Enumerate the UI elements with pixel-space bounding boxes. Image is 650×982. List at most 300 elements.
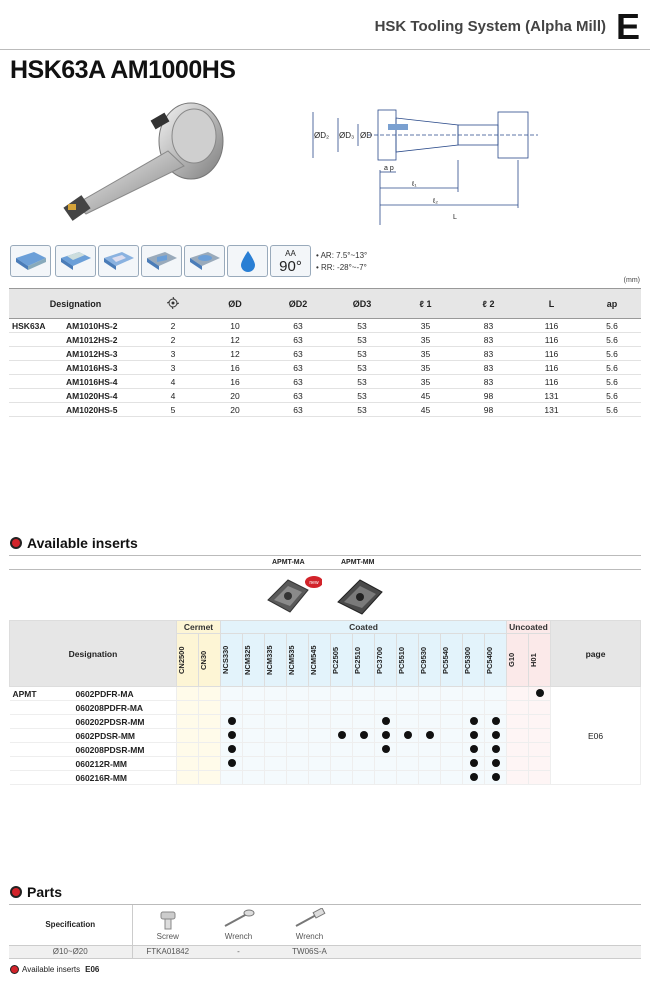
- grade-availability-cell: [485, 715, 507, 729]
- approach-angle-box: [270, 245, 311, 277]
- grade-availability-cell: [529, 701, 551, 715]
- grade-header: [331, 634, 353, 687]
- spec-value-cell: 53: [330, 403, 394, 417]
- grade-label: NCM335: [265, 645, 274, 675]
- grade-availability-cell: [331, 715, 353, 729]
- spec-value-cell: 98: [457, 403, 520, 417]
- grade-availability-cell: [397, 757, 419, 771]
- grade-label: H01: [529, 653, 538, 667]
- unit-label: (mm): [623, 277, 640, 284]
- section-bullet-icon: [10, 537, 22, 549]
- grade-availability-cell: [397, 771, 419, 785]
- grade-header: [441, 634, 463, 687]
- grade-label: PC5400: [485, 646, 494, 674]
- grade-availability-cell: [265, 687, 287, 701]
- grade-header: [287, 634, 309, 687]
- insert-designation-cell: 0602PDSR-MM: [70, 729, 177, 743]
- grade-availability-cell: [375, 687, 397, 701]
- page-header: page: [551, 621, 641, 687]
- available-dot-icon: [382, 717, 390, 725]
- grade-availability-cell: [485, 757, 507, 771]
- grade-availability-cell: [177, 729, 199, 743]
- spec-designation-cell: AM1020HS-4: [62, 389, 142, 403]
- grade-availability-cell: [485, 701, 507, 715]
- spec-value-cell: 63: [266, 361, 330, 375]
- dim-d2-label: ØD₂: [314, 131, 330, 140]
- radial-rake-note: • RR: -28°~-7°: [316, 263, 367, 272]
- uncoated-group-header: Uncoated: [507, 621, 551, 634]
- grade-availability-cell: [243, 757, 265, 771]
- grade-availability-cell: [529, 729, 551, 743]
- grade-availability-cell: [309, 701, 331, 715]
- spec-designation-cell: AM1020HS-5: [62, 403, 142, 417]
- grade-availability-cell: [199, 757, 221, 771]
- spec-value-cell: 35: [394, 347, 457, 361]
- grade-availability-cell: [331, 757, 353, 771]
- grade-availability-cell: [287, 757, 309, 771]
- inserts-section-heading: Available inserts: [10, 535, 138, 551]
- ramping-icon: [141, 245, 182, 277]
- spec-row: [9, 333, 641, 347]
- d2-header: ØD2: [266, 289, 330, 319]
- spec-value-cell: 16: [204, 375, 266, 389]
- grade-availability-cell: [177, 743, 199, 757]
- spec-value-cell: 5.6: [583, 375, 641, 389]
- grade-availability-cell: [441, 687, 463, 701]
- grade-availability-cell: [331, 743, 353, 757]
- grade-availability-cell: [419, 757, 441, 771]
- grade-availability-cell: [309, 687, 331, 701]
- grade-availability-cell: [375, 701, 397, 715]
- wrench-value-1: -: [203, 945, 274, 958]
- section-title: HSK Tooling System (Alpha Mill): [374, 18, 606, 35]
- spec-value-cell: 53: [330, 319, 394, 333]
- grade-header: [221, 634, 243, 687]
- spec-value-cell: 5: [142, 403, 204, 417]
- grade-label: PC5300: [463, 646, 472, 674]
- insert-family-cell: [10, 729, 70, 743]
- grade-label: PC3700: [375, 646, 384, 674]
- spec-value-cell: 3: [142, 361, 204, 375]
- grade-availability-cell: [507, 715, 529, 729]
- grade-header: [199, 634, 221, 687]
- grade-availability-cell: [485, 729, 507, 743]
- spec-value-cell: 53: [330, 389, 394, 403]
- spec-value-cell: 35: [394, 319, 457, 333]
- grade-header: [485, 634, 507, 687]
- grade-availability-cell: [243, 715, 265, 729]
- pocketing-icon: [184, 245, 225, 277]
- grade-availability-cell: [397, 701, 419, 715]
- l-header: L: [520, 289, 583, 319]
- spec-value-cell: 20: [204, 389, 266, 403]
- grade-availability-cell: [529, 715, 551, 729]
- grade-availability-cell: [199, 701, 221, 715]
- grade-availability-cell: [331, 771, 353, 785]
- grade-availability-cell: [199, 729, 221, 743]
- grade-label: NCS330: [221, 645, 230, 675]
- spec-value-cell: 63: [266, 347, 330, 361]
- screw-value: FTKA01842: [132, 945, 203, 958]
- flutes-header: [142, 289, 204, 319]
- grade-header: [375, 634, 397, 687]
- approach-angle-label: AA: [285, 249, 296, 258]
- insert-family-cell: [10, 743, 70, 757]
- grade-availability-cell: [331, 701, 353, 715]
- grade-availability-cell: [287, 743, 309, 757]
- insert-image-mm: [332, 572, 392, 618]
- insert-family-cell: [10, 715, 70, 729]
- available-dot-icon: [492, 773, 500, 781]
- grade-availability-cell: [507, 771, 529, 785]
- grade-availability-cell: [221, 757, 243, 771]
- insert-row: [10, 757, 641, 771]
- grade-availability-cell: [353, 687, 375, 701]
- spec-value-cell: 10: [204, 319, 266, 333]
- grade-availability-cell: [507, 701, 529, 715]
- spec-value-cell: 2: [142, 333, 204, 347]
- grade-availability-cell: [265, 715, 287, 729]
- grade-header: [309, 634, 331, 687]
- spec-value-cell: 131: [520, 389, 583, 403]
- spec-value-cell: 83: [457, 319, 520, 333]
- grade-header: [419, 634, 441, 687]
- grade-availability-cell: [353, 701, 375, 715]
- available-dot-icon: [404, 731, 412, 739]
- grade-header: [265, 634, 287, 687]
- dim-ap-label: a p: [384, 165, 394, 172]
- available-dot-icon: [492, 731, 500, 739]
- insert-row: [10, 743, 641, 757]
- available-dot-icon: [470, 773, 478, 781]
- rake-angle-notes: [316, 250, 367, 274]
- available-dot-icon: [470, 745, 478, 753]
- spec-value-cell: 53: [330, 375, 394, 389]
- spec-value-cell: 4: [142, 375, 204, 389]
- grade-header: [529, 634, 551, 687]
- d-header: ØD: [204, 289, 266, 319]
- ap-header: ap: [583, 289, 641, 319]
- grade-availability-cell: [419, 729, 441, 743]
- screw-cell: [132, 905, 203, 945]
- grade-availability-cell: [265, 757, 287, 771]
- grade-availability-cell: [485, 743, 507, 757]
- header-divider: [0, 49, 650, 50]
- grade-availability-cell: [265, 771, 287, 785]
- parts-spec-value: Ø10~Ø20: [9, 945, 132, 958]
- grade-availability-cell: [265, 729, 287, 743]
- available-dot-icon: [470, 759, 478, 767]
- spec-group-cell: [9, 347, 62, 361]
- grade-label: NCM545: [309, 645, 318, 675]
- grade-availability-cell: [287, 701, 309, 715]
- spec-value-cell: 83: [457, 347, 520, 361]
- spec-value-cell: 116: [520, 375, 583, 389]
- grade-availability-cell: [309, 715, 331, 729]
- grade-availability-cell: [331, 687, 353, 701]
- spec-row: [9, 375, 641, 389]
- grade-availability-cell: [331, 729, 353, 743]
- spec-group-cell: [9, 333, 62, 347]
- spec-value-cell: 12: [204, 333, 266, 347]
- grade-availability-cell: [463, 701, 485, 715]
- grade-availability-cell: [507, 687, 529, 701]
- available-dot-icon: [382, 745, 390, 753]
- insert-family-cell: APMT: [10, 687, 70, 701]
- grade-availability-cell: [463, 771, 485, 785]
- grade-availability-cell: [287, 715, 309, 729]
- grade-availability-cell: [353, 729, 375, 743]
- insert-family-cell: [10, 771, 70, 785]
- spec-group-cell: [9, 389, 62, 403]
- grade-availability-cell: [353, 757, 375, 771]
- grade-availability-cell: [221, 715, 243, 729]
- grade-label: CN2500: [177, 646, 186, 674]
- grade-availability-cell: [265, 743, 287, 757]
- spec-value-cell: 98: [457, 389, 520, 403]
- grade-availability-cell: [441, 771, 463, 785]
- grade-availability-cell: [243, 687, 265, 701]
- grade-availability-cell: [199, 771, 221, 785]
- grade-header: [397, 634, 419, 687]
- insert-row: [10, 729, 641, 743]
- available-dot-icon: [492, 717, 500, 725]
- wrench-label-2: Wrench: [295, 932, 324, 942]
- spec-row: [9, 319, 641, 333]
- grade-availability-cell: [529, 743, 551, 757]
- grade-label: PC2510: [353, 646, 362, 674]
- spec-designation-cell: AM1010HS-2: [62, 319, 142, 333]
- insert-image-label-mm: APMT-MM: [341, 559, 375, 566]
- grade-availability-cell: [221, 743, 243, 757]
- spec-value-cell: 16: [204, 361, 266, 375]
- grade-availability-cell: [529, 687, 551, 701]
- grade-availability-cell: [309, 743, 331, 757]
- grade-availability-cell: [375, 757, 397, 771]
- spec-value-cell: 3: [142, 347, 204, 361]
- grade-availability-cell: [419, 743, 441, 757]
- insert-family-cell: [10, 701, 70, 715]
- grade-availability-cell: [375, 729, 397, 743]
- insert-row: [10, 715, 641, 729]
- available-dot-icon: [228, 745, 236, 753]
- grade-label: NCM325: [243, 645, 252, 675]
- spec-value-cell: 35: [394, 361, 457, 375]
- grade-availability-cell: [375, 771, 397, 785]
- parts-section-heading: Parts: [10, 884, 62, 900]
- insert-designation-cell: 0602PDFR-MA: [70, 687, 177, 701]
- inserts-designation-header: Designation: [10, 621, 177, 687]
- grade-availability-cell: [397, 715, 419, 729]
- grade-availability-cell: [309, 757, 331, 771]
- grade-availability-cell: [177, 771, 199, 785]
- grade-availability-cell: [397, 729, 419, 743]
- technical-drawing: [308, 100, 558, 225]
- grade-availability-cell: [221, 701, 243, 715]
- spec-value-cell: 5.6: [583, 403, 641, 417]
- slotting-icon: [98, 245, 139, 277]
- grade-availability-cell: [287, 771, 309, 785]
- footer-text: Available inserts: [22, 965, 81, 974]
- insert-designation-cell: 060216R-MM: [70, 771, 177, 785]
- parts-table: [9, 905, 641, 959]
- spec-row: [9, 389, 641, 403]
- available-dot-icon: [360, 731, 368, 739]
- available-dot-icon: [536, 689, 544, 697]
- grade-availability-cell: [199, 743, 221, 757]
- spec-value-cell: 53: [330, 347, 394, 361]
- insert-image-ma: [262, 572, 322, 618]
- grade-availability-cell: [441, 715, 463, 729]
- spec-value-cell: 116: [520, 347, 583, 361]
- grade-availability-cell: [397, 687, 419, 701]
- insert-image-label-ma: APMT-MA: [272, 559, 305, 566]
- grade-header: [243, 634, 265, 687]
- grade-availability-cell: [529, 771, 551, 785]
- page-title: HSK63A AM1000HS: [10, 56, 236, 84]
- dim-l-label: L: [453, 214, 457, 221]
- grade-label: NCM535: [287, 645, 296, 675]
- grade-availability-cell: [243, 729, 265, 743]
- inserts-table: [9, 620, 641, 785]
- spec-value-cell: 35: [394, 333, 457, 347]
- grade-label: CN30: [199, 650, 208, 670]
- spec-value-cell: 83: [457, 375, 520, 389]
- grade-availability-cell: [507, 757, 529, 771]
- grade-availability-cell: [177, 715, 199, 729]
- spec-group-cell: [9, 403, 62, 417]
- insert-designation-cell: 060212R-MM: [70, 757, 177, 771]
- grade-availability-cell: [177, 757, 199, 771]
- grade-availability-cell: [463, 687, 485, 701]
- spec-designation-cell: AM1016HS-4: [62, 375, 142, 389]
- grade-header: [177, 634, 199, 687]
- wrench-icon: [221, 908, 257, 930]
- grade-header: [463, 634, 485, 687]
- spec-value-cell: 2: [142, 319, 204, 333]
- spec-value-cell: 5.6: [583, 347, 641, 361]
- available-dot-icon: [382, 731, 390, 739]
- grade-availability-cell: [309, 771, 331, 785]
- grade-availability-cell: [353, 743, 375, 757]
- spec-row: [9, 347, 641, 361]
- grade-availability-cell: [507, 743, 529, 757]
- available-dot-icon: [470, 717, 478, 725]
- grade-availability-cell: [375, 715, 397, 729]
- grade-availability-cell: [463, 729, 485, 743]
- spec-value-cell: 116: [520, 361, 583, 375]
- grade-availability-cell: [243, 701, 265, 715]
- grade-availability-cell: [353, 715, 375, 729]
- available-dot-icon: [228, 759, 236, 767]
- grade-availability-cell: [375, 743, 397, 757]
- spec-designation-cell: AM1016HS-3: [62, 361, 142, 375]
- insert-row: [10, 701, 641, 715]
- insert-designation-cell: 060208PDFR-MA: [70, 701, 177, 715]
- spec-value-cell: 116: [520, 319, 583, 333]
- spec-value-cell: 5.6: [583, 361, 641, 375]
- spec-group-cell: [9, 375, 62, 389]
- shoulder-milling-icon: [55, 245, 96, 277]
- spec-value-cell: 63: [266, 389, 330, 403]
- grade-header: [507, 634, 529, 687]
- spec-value-cell: 5.6: [583, 389, 641, 403]
- available-dot-icon: [426, 731, 434, 739]
- spec-value-cell: 45: [394, 389, 457, 403]
- spec-value-cell: 12: [204, 347, 266, 361]
- grade-availability-cell: [463, 757, 485, 771]
- insert-page-ref[interactable]: E06: [551, 687, 641, 785]
- dim-l2-label: ℓ₂: [433, 198, 438, 205]
- new-badge: new: [309, 580, 319, 586]
- grade-label: PC9530: [419, 646, 428, 674]
- footer-reference[interactable]: [10, 965, 99, 974]
- designation-header: Designation: [9, 289, 142, 319]
- spec-value-cell: 53: [330, 361, 394, 375]
- grade-availability-cell: [419, 687, 441, 701]
- grade-availability-cell: [507, 729, 529, 743]
- grade-availability-cell: [309, 729, 331, 743]
- grade-availability-cell: [529, 757, 551, 771]
- spec-value-cell: 83: [457, 361, 520, 375]
- inserts-divider: [9, 555, 641, 556]
- dim-d3-label: ØD₃: [339, 131, 355, 140]
- flute-count-icon: [167, 297, 179, 309]
- spec-group-cell: HSK63A: [9, 319, 62, 333]
- screw-label: Screw: [156, 932, 179, 942]
- spec-value-cell: 20: [204, 403, 266, 417]
- arrow-icon: [10, 965, 19, 974]
- dim-l1-label: ℓ₁: [412, 181, 417, 188]
- spec-value-cell: 5.6: [583, 333, 641, 347]
- grade-availability-cell: [265, 701, 287, 715]
- grade-availability-cell: [177, 701, 199, 715]
- spec-value-cell: 116: [520, 333, 583, 347]
- spec-table: [9, 288, 641, 417]
- spec-designation-cell: AM1012HS-2: [62, 333, 142, 347]
- axial-rake-note: • AR: 7.5°~13°: [316, 251, 368, 260]
- spec-group-cell: [9, 361, 62, 375]
- grade-availability-cell: [463, 743, 485, 757]
- available-dot-icon: [492, 759, 500, 767]
- grade-availability-cell: [221, 771, 243, 785]
- grade-availability-cell: [287, 729, 309, 743]
- spec-value-cell: 63: [266, 319, 330, 333]
- cermet-group-header: Cermet: [177, 621, 221, 634]
- grade-availability-cell: [419, 701, 441, 715]
- available-dot-icon: [228, 731, 236, 739]
- section-letter: E: [615, 6, 640, 47]
- grade-availability-cell: [243, 771, 265, 785]
- wrench-label-1: Wrench: [224, 932, 253, 942]
- grade-availability-cell: [199, 715, 221, 729]
- grade-availability-cell: [441, 729, 463, 743]
- spec-value-cell: 131: [520, 403, 583, 417]
- spec-value-cell: 83: [457, 333, 520, 347]
- screw-icon: [153, 908, 183, 930]
- spec-value-cell: 45: [394, 403, 457, 417]
- grade-availability-cell: [221, 729, 243, 743]
- spec-value-cell: 35: [394, 375, 457, 389]
- grade-label: PC2505: [331, 646, 340, 674]
- l1-header: ℓ 1: [394, 289, 457, 319]
- grade-label: PC5510: [397, 646, 406, 674]
- insert-designation-cell: 060202PDSR-MM: [70, 715, 177, 729]
- grade-availability-cell: [419, 715, 441, 729]
- insert-row: [10, 687, 641, 701]
- insert-family-cell: [10, 757, 70, 771]
- coolant-icon: [227, 245, 268, 277]
